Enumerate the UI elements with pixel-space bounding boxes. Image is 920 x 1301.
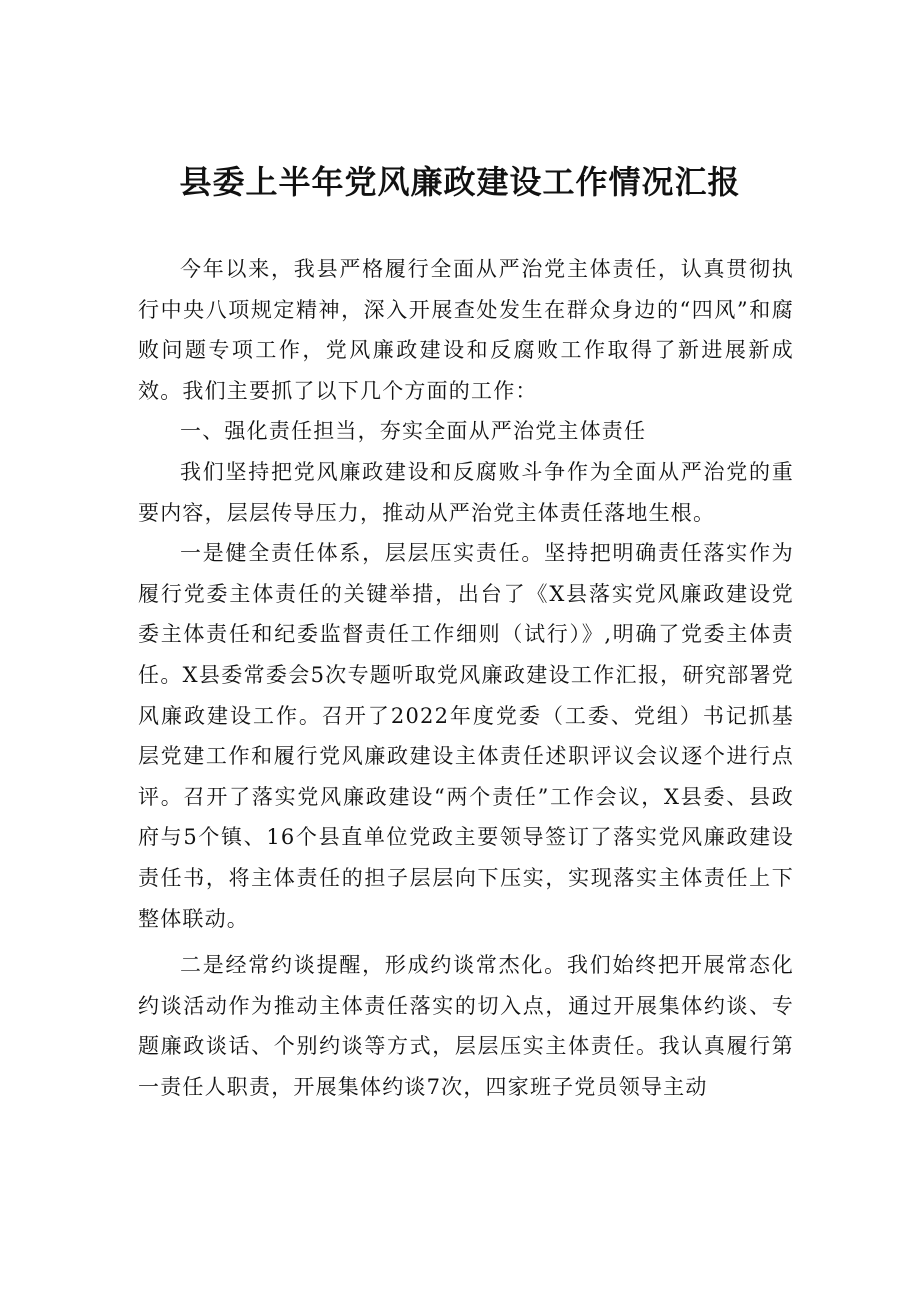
document-body — [138, 249, 794, 1107]
paragraph-point-1: 一是健全责任体系，层层压实责任。坚持把明确责任落实作为履行党委主体责任的关键举措，出台了《X县落实党风廉政建设党委主体责任和纪委监督责任工作细则（试行）》,明确了党委主体责任。X县委常委会5次专题听取党风廉政建设工作汇报，研究部署党风廉政建设工作。召开了2022年度党委（工委、党组）书记抓基层党建工作和履行党风廉政建设主体责任述职评议会议逐个进行点评。召开了落实党风廉政建设“两个责任”工作会议，X县委、县政府与5个镇、16个县直单位党政主要领导签订了落实党风廉政建设责任书，将主体责任的担子层层向下压实，实现落实主体责任上下整体联动。 — [138, 541, 794, 931]
paragraph-intro: 今年以来，我县严格履行全面从严治党主体责任，认真贯彻执行中央八项规定精神，深入开展查处发生在群众身边的“四风”和腐败问题专项工作，党风廉政建设和反腐败工作取得了新进展新成效。我们主要抓了以下几个方面的工作： — [138, 257, 794, 403]
document-title: 县委上半年党风廉政建设工作情况汇报 — [179, 163, 741, 201]
paragraph-point-2: 二是经常约谈提醒，形成约谈常杰化。我们始终把开展常态化约谈活动作为推动主体责任落实的切入点，通过开展集体约谈、专题廉政谈话、个别约谈等方式，层层压实主体责任。我认真履行第一责任人职责，开展集体约谈7次，四家班子党员领导主动 — [138, 953, 794, 1099]
paragraph-section-summary: 我们坚持把党风廉政建设和反腐败斗争作为全面从严治党的重要内容，层层传导压力，推动从严治党主体责任落地生根。 — [138, 459, 794, 525]
section-heading-1: 一、强化责任担当，夯实全面从严治党主体责任 — [180, 419, 647, 444]
